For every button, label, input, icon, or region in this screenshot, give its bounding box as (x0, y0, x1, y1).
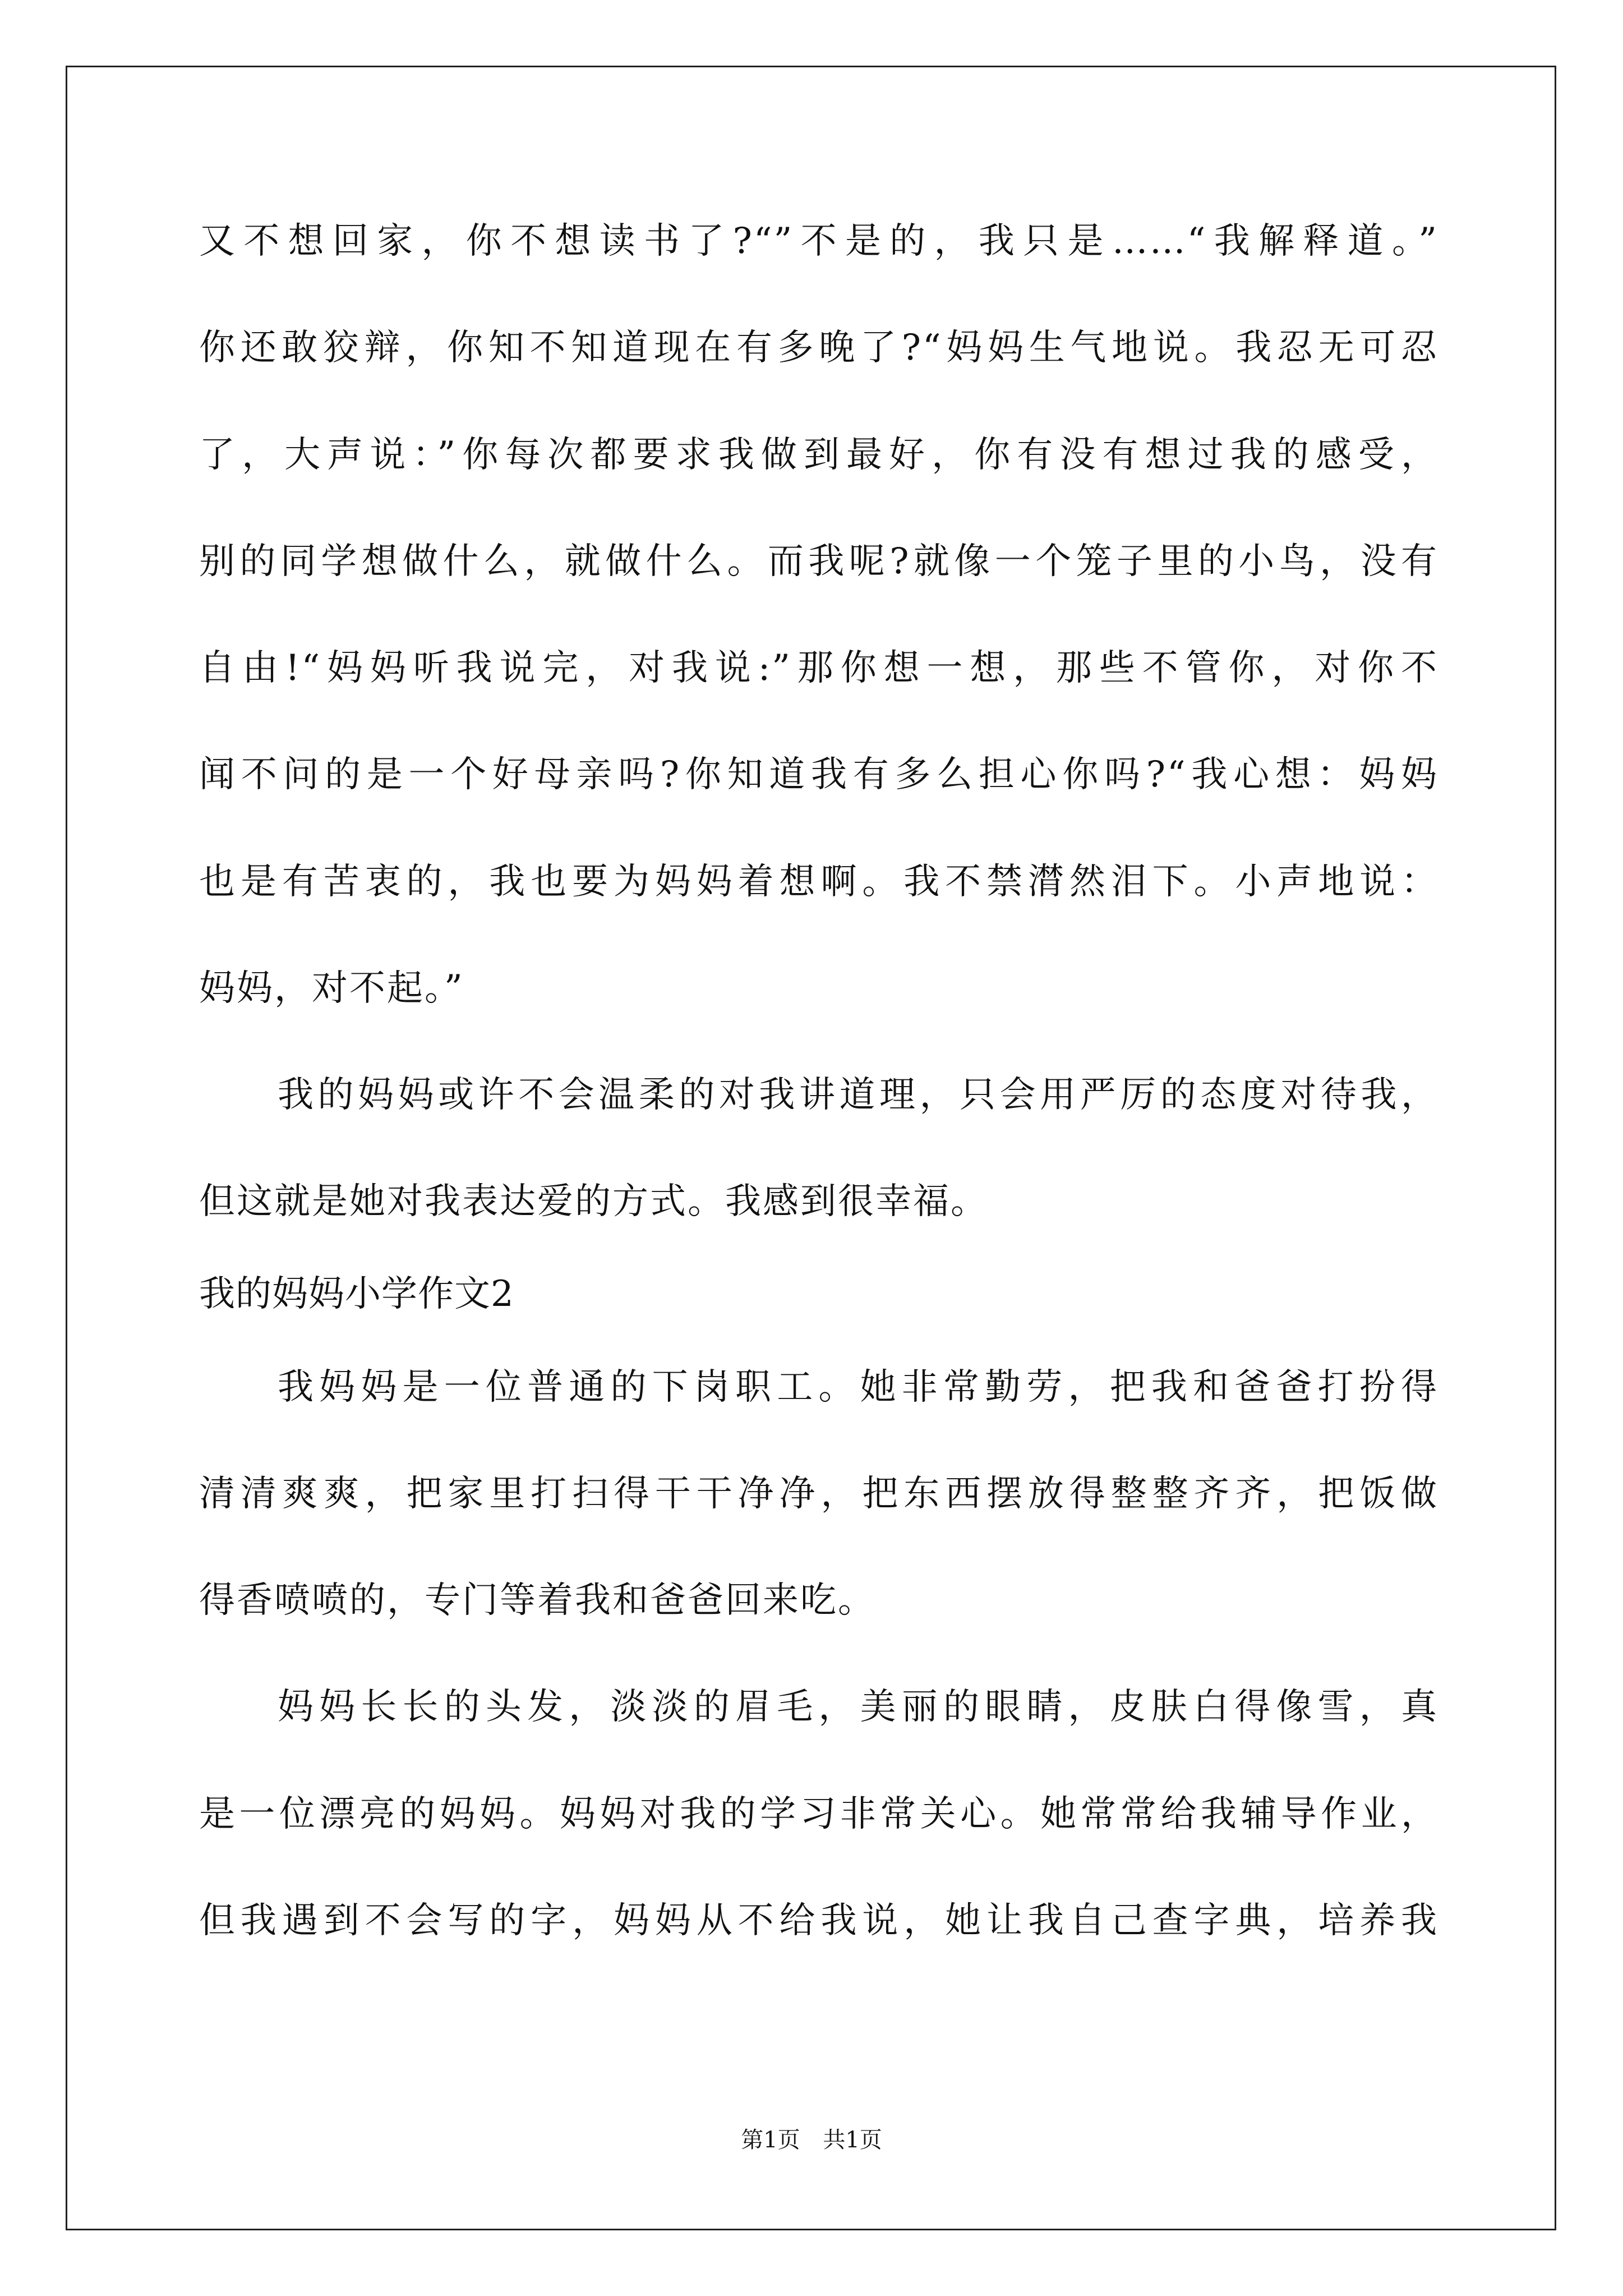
paragraph-first-line: 我妈妈是一位普通的下岗职工。她非常勤劳，把我和爸爸打扮得 (278, 1366, 1438, 1408)
section-heading: 我的妈妈小学作文2 (199, 1273, 514, 1315)
text-line: 清清爽爽，把家里打扫得干干净净，把东西摆放得整整齐齐，把饭做 (199, 1473, 1438, 1515)
paragraph-first-line: 我的妈妈或许不会温柔的对我讲道理，只会用严厉的态度对待我， (278, 1074, 1438, 1116)
page-total: 共1页 (823, 2127, 882, 2153)
text-line: 也是有苦衷的，我也要为妈妈着想啊。我不禁潸然泪下。小声地说： (199, 861, 1438, 903)
page-number: 第1页 (741, 2127, 800, 2153)
page-footer (0, 2123, 1623, 2157)
text-line: 但我遇到不会写的字，妈妈从不给我说，她让我自己查字典，培养我 (199, 1900, 1438, 1941)
text-line: 自由!“妈妈听我说完，对我说:”那你想一想，那些不管你，对你不 (199, 647, 1438, 689)
text-line: 你还敢狡辩，你知不知道现在有多晚了?“妈妈生气地说。我忍无可忍 (199, 327, 1438, 369)
text-line: 了，大声说：”你每次都要求我做到最好，你有没有想过我的感受， (199, 434, 1438, 476)
text-line: 又不想回家，你不想读书了?“”不是的，我只是……“我解释道。” (199, 220, 1438, 262)
text-line: 但这就是她对我表达爱的方式。我感到很幸福。 (199, 1181, 988, 1222)
paragraph-first-line: 妈妈长长的头发，淡淡的眉毛，美丽的眼睛，皮肤白得像雪，真 (278, 1686, 1438, 1728)
text-line: 得香喷喷的，专门等着我和爸爸回来吃。 (199, 1580, 875, 1621)
text-line: 是一位漂亮的妈妈。妈妈对我的学习非常关心。她常常给我辅导作业， (199, 1793, 1438, 1835)
text-line: 别的同学想做什么，就做什么。而我呢?就像一个笼子里的小鸟，没有 (199, 541, 1438, 582)
text-line: 妈妈，对不起。” (199, 968, 464, 1009)
text-line: 闻不问的是一个好母亲吗?你知道我有多么担心你吗?“我心想：妈妈 (199, 754, 1438, 795)
